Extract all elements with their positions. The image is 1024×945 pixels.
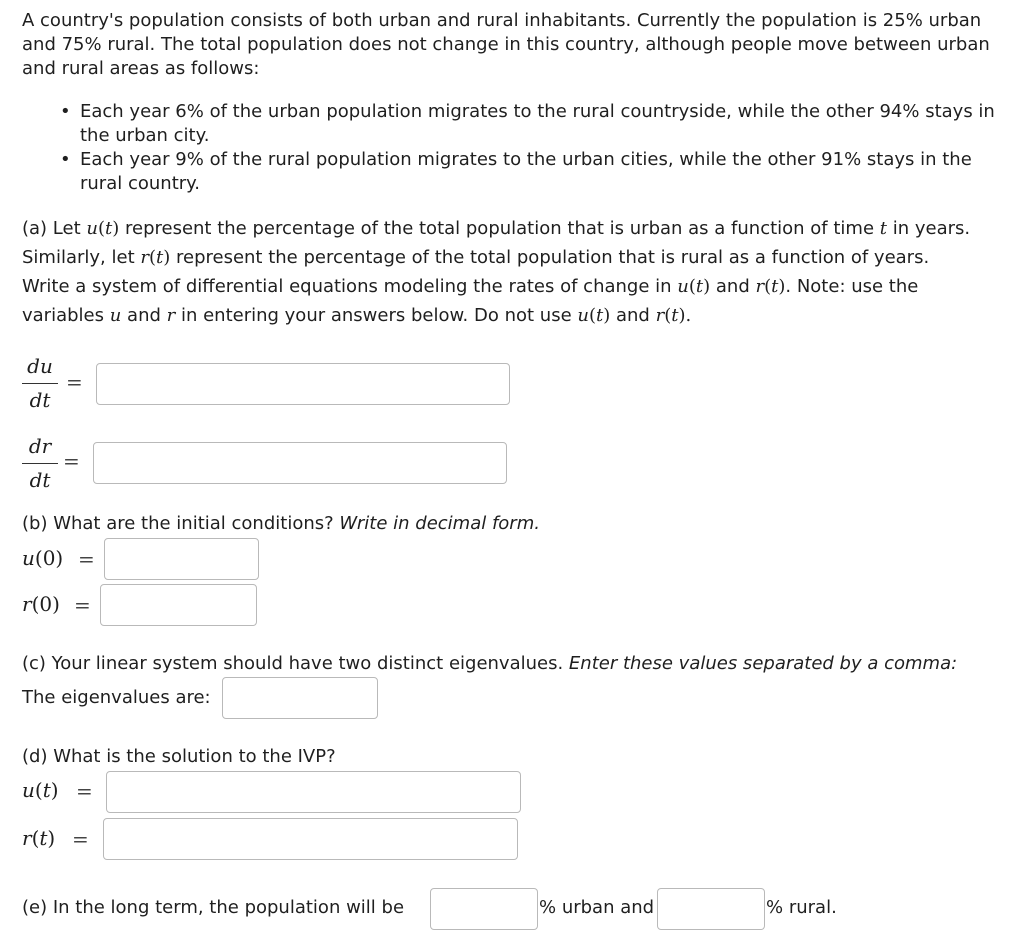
equals-sign: = (74, 593, 91, 617)
bullet-dot: • (60, 101, 71, 122)
intro-line-3: and rural areas as follows: (22, 58, 260, 79)
fraction-bar (22, 463, 58, 464)
equals-sign: = (72, 827, 89, 851)
equals-sign: = (66, 370, 83, 394)
eigenvalues-input[interactable] (222, 677, 378, 719)
part-a-line-4: variables u and r in entering your answers below. Do not use u(t) and r(t). (22, 305, 692, 326)
du-dt-fraction (22, 353, 58, 413)
part-e-suffix: % rural. (766, 897, 837, 918)
part-c-instruction: Enter these values separated by a comma: (568, 653, 958, 674)
eigenvalues-label: The eigenvalues are: (22, 687, 211, 708)
du-dt-input[interactable] (96, 363, 510, 405)
equals-sign: = (63, 449, 80, 473)
dr-dt-input[interactable] (93, 442, 507, 484)
bullet-1-line-2: the urban city. (80, 125, 210, 146)
dr-dt-fraction (22, 433, 58, 493)
rt-label: r(t) (22, 826, 56, 850)
du-denominator: dt (29, 388, 51, 412)
dr-denominator: dt (29, 468, 51, 492)
equals-sign: = (78, 547, 95, 571)
part-a-line-1: (a) Let u(t) represent the percentage of the total population that is urban as a function of time t in years. (22, 218, 971, 239)
rt-input[interactable] (103, 818, 518, 860)
intro-line-2: and 75% rural. The total population does not change in this country, although people move between urban (22, 34, 990, 55)
urban-percent-input[interactable] (430, 888, 538, 930)
du-numerator: du (27, 354, 53, 378)
intro-line-1: A country's population consists of both urban and rural inhabitants. Currently the population is 25% urban (22, 10, 982, 31)
part-b-instruction: Write in decimal form. (339, 513, 540, 534)
bullet-1-line-1: Each year 6% of the urban population migrates to the rural countryside, while the other 94% stays in (80, 101, 995, 122)
part-a-line-3: Write a system of differential equations modeling the rates of change in u(t) and r(t). Note: use the (22, 276, 919, 297)
rural-percent-input[interactable] (657, 888, 765, 930)
u0-input[interactable] (104, 538, 259, 580)
part-c-question: (c) Your linear system should have two distinct eigenvalues. Enter these values separated by a comma: (22, 653, 958, 674)
r0-label: r(0) (22, 592, 60, 616)
dr-numerator: dr (28, 434, 52, 458)
bullet-dot: • (60, 149, 71, 170)
r0-input[interactable] (100, 584, 257, 626)
part-a-line-2: Similarly, let r(t) represent the percentage of the total population that is rural as a function of years. (22, 247, 930, 268)
fraction-bar (22, 383, 58, 384)
u0-label: u(0) (22, 546, 64, 570)
ut-label: u(t) (22, 778, 59, 802)
ut-input[interactable] (106, 771, 521, 813)
bullet-2-line-1: Each year 9% of the rural population migrates to the urban cities, while the other 91% stays in the (80, 149, 972, 170)
part-d-question: (d) What is the solution to the IVP? (22, 746, 336, 767)
part-e-mid: % urban and (539, 897, 655, 918)
bullet-2-line-2: rural country. (80, 173, 200, 194)
equals-sign: = (76, 779, 93, 803)
part-b-question: (b) What are the initial conditions? Write in decimal form. (22, 513, 540, 534)
part-e-prefix: (e) In the long term, the population will be (22, 897, 405, 918)
